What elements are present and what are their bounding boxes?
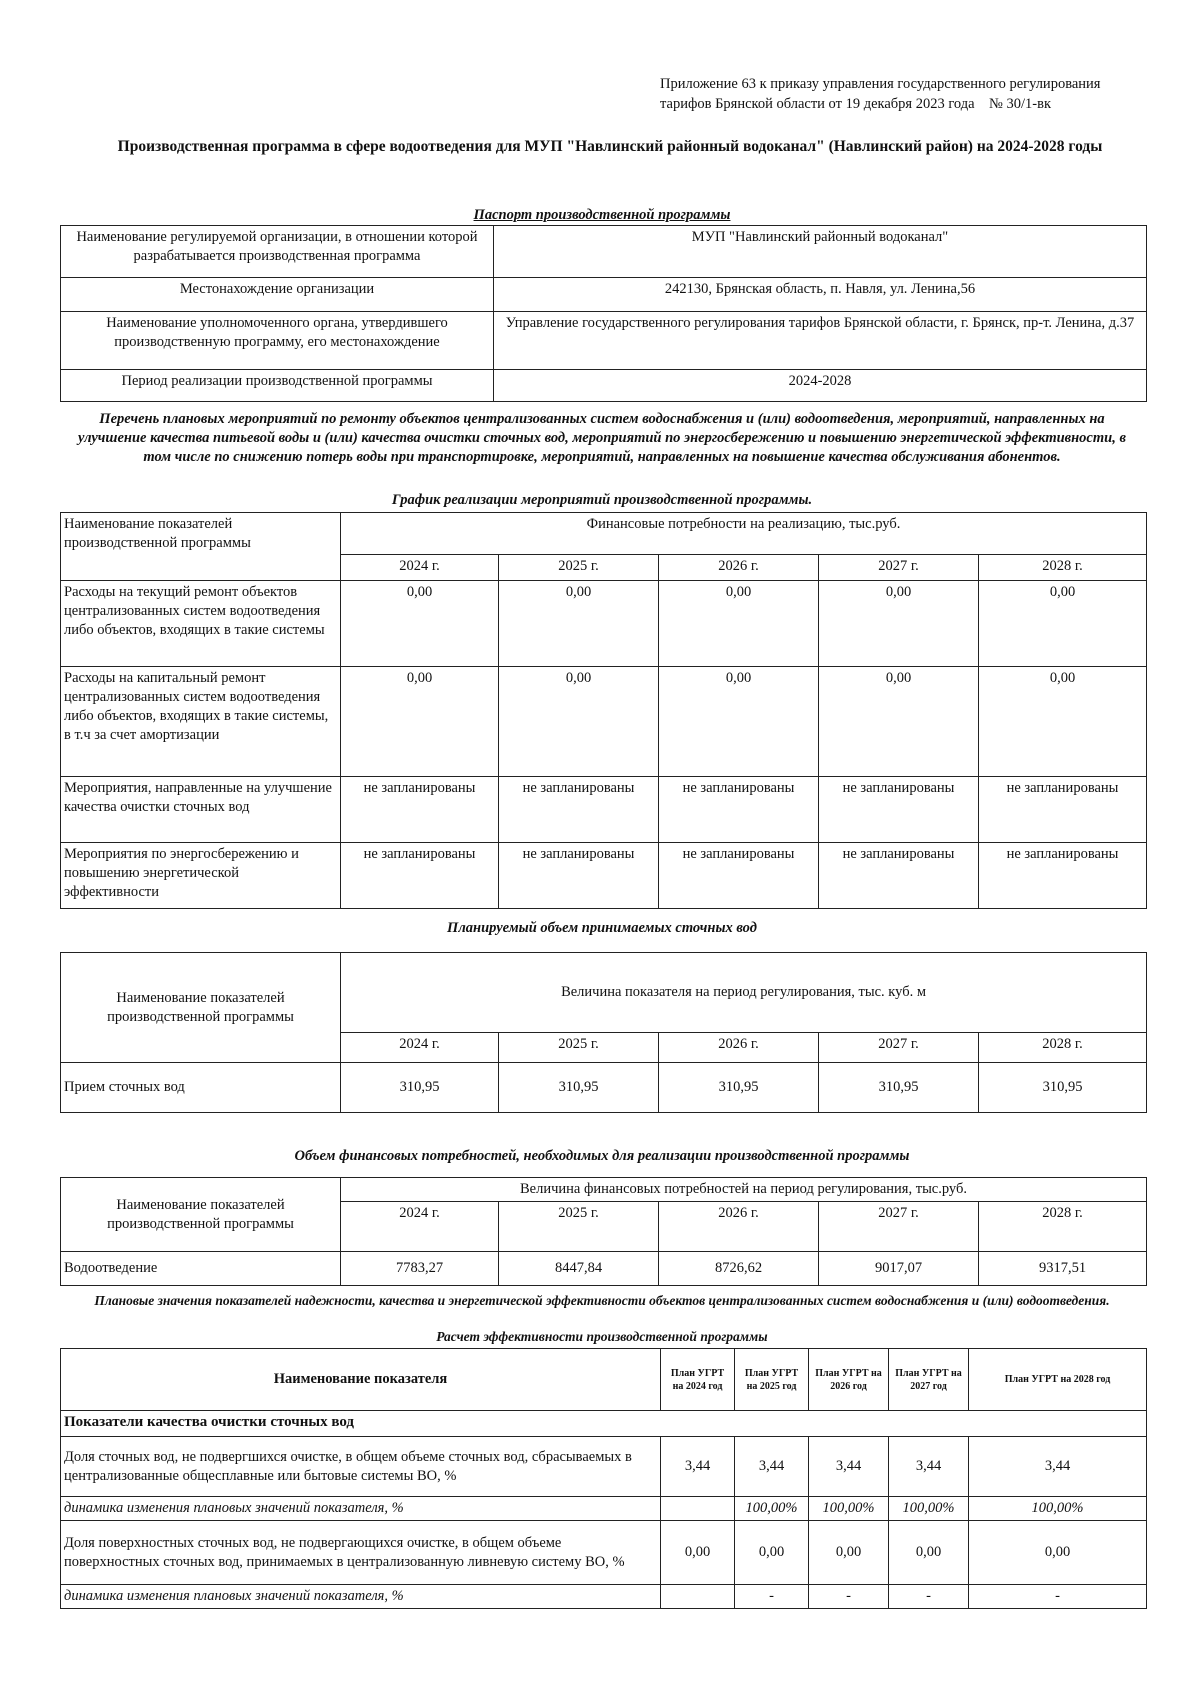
row-name: Прием сточных вод — [61, 1063, 341, 1113]
plan-col-header: План УГРТ на 2027 год — [889, 1349, 969, 1411]
cell-value: не запланированы — [499, 777, 659, 843]
cell-value: не запланированы — [499, 843, 659, 909]
table-row — [61, 843, 1147, 909]
cell-value: 3,44 — [809, 1437, 889, 1497]
efficiency-caption: Плановые значения показателей надежности, качества и энергетической эффективности объектов централизованных систем водоснабжения и (или) водоотведения. — [94, 1293, 1110, 1308]
finance-col-name: Наименование показателей производственной программы — [61, 1178, 341, 1252]
cell-value: 0,00 — [979, 581, 1147, 667]
appendix-line-2: тарифов Брянской области от 19 декабря 2023 года № 30/1-вк — [660, 96, 1052, 112]
finance-col-group: Величина финансовых потребностей на период регулирования, тыс.руб. — [341, 1178, 1147, 1202]
plan-col-header: План УГРТ на 2026 год — [809, 1349, 889, 1411]
cell-value: 7783,27 — [341, 1252, 499, 1286]
row-name: Расходы на текущий ремонт объектов централизованных систем водоотведения либо объектов, входящих в такие системы — [61, 581, 341, 667]
cell-value: - — [735, 1585, 809, 1609]
year-header: 2026 г. — [659, 1202, 819, 1252]
passport-value: 242130, Брянская область, п. Навля, ул. Ленина,56 — [494, 278, 1147, 312]
year-header: 2024 г. — [341, 555, 499, 581]
cell-value: не запланированы — [341, 777, 499, 843]
document-title: Производственная программа в сфере водоотведения для МУП "Навлинский районный водоканал" (Навлинский район) на 2024-2028 годы — [117, 138, 1103, 155]
cell-value: 3,44 — [889, 1437, 969, 1497]
cell-value: 0,00 — [819, 581, 979, 667]
measures-col-group: Финансовые потребности на реализацию, тыс.руб. — [341, 513, 1147, 555]
cell-value: 3,44 — [661, 1437, 735, 1497]
table-row — [61, 1063, 1147, 1113]
table-row — [61, 1437, 1147, 1497]
table-row — [61, 667, 1147, 777]
appendix-note — [660, 74, 1180, 114]
cell-value: не запланированы — [819, 777, 979, 843]
cell-value: 8447,84 — [499, 1252, 659, 1286]
cell-value: 0,00 — [735, 1521, 809, 1585]
cell-value: 3,44 — [735, 1437, 809, 1497]
cell-value: не запланированы — [659, 777, 819, 843]
finance-caption: Объем финансовых потребностей, необходимых для реализации производственной программы — [294, 1148, 910, 1164]
measures-col-name: Наименование показателей производственной программы — [61, 513, 341, 581]
row-name: Мероприятия, направленные на улучшение качества очистки сточных вод — [61, 777, 341, 843]
cell-value: 3,44 — [969, 1437, 1147, 1497]
cell-value: 0,00 — [659, 667, 819, 777]
measures-list-title: Перечень плановых мероприятий по ремонту объектов централизованных систем водоснабжения и (или) водоотведения, мероприятий, направленных на улучшение качества питьевой воды и (или) качества очистки сточных вод, мероприятий по энергосбережению и повышению энергетической эффективности, в том числе по снижению потерь воды при транспортировке, мероприятий, направленных на повышение качества обслуживания абонентов. — [78, 411, 1126, 465]
year-header: 2026 г. — [659, 555, 819, 581]
cell-value: 310,95 — [499, 1063, 659, 1113]
appendix-line-1: Приложение 63 к приказу управления государственного регулирования — [660, 76, 1101, 92]
cell-value: не запланированы — [819, 843, 979, 909]
cell-value — [661, 1497, 735, 1521]
cell-value: 100,00% — [809, 1497, 889, 1521]
row-name: динамика изменения плановых значений показателя, % — [61, 1497, 661, 1521]
row-name: Водоотведение — [61, 1252, 341, 1286]
year-header: 2025 г. — [499, 555, 659, 581]
table-row — [61, 1521, 1147, 1585]
plan-col-header: План УГРТ на 2024 год — [661, 1349, 735, 1411]
cell-value: 0,00 — [819, 667, 979, 777]
cell-value — [661, 1585, 735, 1609]
passport-value: Управление государственного регулирования тарифов Брянской области, г. Брянск, пр-т. Ленина, д.37 — [494, 312, 1147, 370]
cell-value: 100,00% — [735, 1497, 809, 1521]
plan-col-header: План УГРТ на 2028 год — [969, 1349, 1147, 1411]
year-header: 2028 г. — [979, 555, 1147, 581]
cell-value: 310,95 — [979, 1063, 1147, 1113]
row-name: Мероприятия по энергосбережению и повышению энергетической эффективности — [61, 843, 341, 909]
volume-caption: Планируемый объем принимаемых сточных вод — [447, 920, 757, 936]
year-header: 2025 г. — [499, 1033, 659, 1063]
cell-value: 310,95 — [341, 1063, 499, 1113]
passport-label: Наименование уполномоченного органа, утвердившего производственную программу, его местонахождение — [61, 312, 494, 370]
table-row — [61, 1497, 1147, 1521]
cell-value: - — [969, 1585, 1147, 1609]
year-header: 2027 г. — [819, 1202, 979, 1252]
cell-value: 310,95 — [819, 1063, 979, 1113]
cell-value: 100,00% — [889, 1497, 969, 1521]
cell-value: 9017,07 — [819, 1252, 979, 1286]
efficiency-subcaption: Расчет эффективности производственной программы — [436, 1329, 768, 1344]
passport-value: 2024-2028 — [494, 370, 1147, 402]
schedule-caption: График реализации мероприятий производственной программы. — [391, 492, 813, 508]
row-name: Доля поверхностных сточных вод, не подвергающихся очистке, в общем объеме поверхностных сточных вод, принимаемых в централизованную ливневую систему ВО, % — [61, 1521, 661, 1585]
row-name: динамика изменения плановых значений показателя, % — [61, 1585, 661, 1609]
efficiency-col-name: Наименование показателя — [61, 1349, 661, 1411]
cell-value: 0,00 — [341, 667, 499, 777]
year-header: 2028 г. — [979, 1202, 1147, 1252]
cell-value: - — [809, 1585, 889, 1609]
measures-table — [60, 512, 1147, 909]
table-row — [61, 777, 1147, 843]
cell-value: не запланированы — [341, 843, 499, 909]
year-header: 2025 г. — [499, 1202, 659, 1252]
cell-value: не запланированы — [979, 777, 1147, 843]
volume-table — [60, 952, 1147, 1113]
year-header: 2026 г. — [659, 1033, 819, 1063]
plan-col-header: План УГРТ на 2025 год — [735, 1349, 809, 1411]
passport-value: МУП "Навлинский районный водоканал" — [494, 226, 1147, 278]
finance-table — [60, 1177, 1147, 1286]
table-row — [61, 1585, 1147, 1609]
cell-value: 8726,62 — [659, 1252, 819, 1286]
cell-value: 0,00 — [341, 581, 499, 667]
table-row — [61, 1252, 1147, 1286]
cell-value: 0,00 — [661, 1521, 735, 1585]
cell-value: 0,00 — [499, 581, 659, 667]
volume-col-name: Наименование показателей производственной программы — [61, 953, 341, 1063]
passport-label: Наименование регулируемой организации, в отношении которой разрабатывается производственная программа — [61, 226, 494, 278]
cell-value: не запланированы — [659, 843, 819, 909]
cell-value: 100,00% — [969, 1497, 1147, 1521]
volume-col-group: Величина показателя на период регулирования, тыс. куб. м — [341, 953, 1147, 1033]
efficiency-table — [60, 1348, 1147, 1609]
row-name: Доля сточных вод, не подвергшихся очистке, в общем объеме сточных вод, сбрасываемых в централизованные общесплавные или бытовые системы ВО, % — [61, 1437, 661, 1497]
cell-value: 310,95 — [659, 1063, 819, 1113]
row-name: Расходы на капитальный ремонт централизованных систем водоотведения либо объектов, входящих в такие системы, в т.ч за счет амортизации — [61, 667, 341, 777]
year-header: 2024 г. — [341, 1033, 499, 1063]
cell-value: 0,00 — [979, 667, 1147, 777]
cell-value: - — [889, 1585, 969, 1609]
table-row — [61, 581, 1147, 667]
year-header: 2027 г. — [819, 1033, 979, 1063]
cell-value: 0,00 — [499, 667, 659, 777]
year-header: 2027 г. — [819, 555, 979, 581]
passport-label: Местонахождение организации — [61, 278, 494, 312]
year-header: 2024 г. — [341, 1202, 499, 1252]
cell-value: 0,00 — [889, 1521, 969, 1585]
passport-caption: Паспорт производственной программы — [473, 207, 731, 223]
section-header: Показатели качества очистки сточных вод — [61, 1411, 1147, 1437]
cell-value: 0,00 — [809, 1521, 889, 1585]
cell-value: 0,00 — [659, 581, 819, 667]
passport-label: Период реализации производственной программы — [61, 370, 494, 402]
year-header: 2028 г. — [979, 1033, 1147, 1063]
cell-value: не запланированы — [979, 843, 1147, 909]
cell-value: 9317,51 — [979, 1252, 1147, 1286]
cell-value: 0,00 — [969, 1521, 1147, 1585]
passport-table — [60, 225, 1147, 402]
